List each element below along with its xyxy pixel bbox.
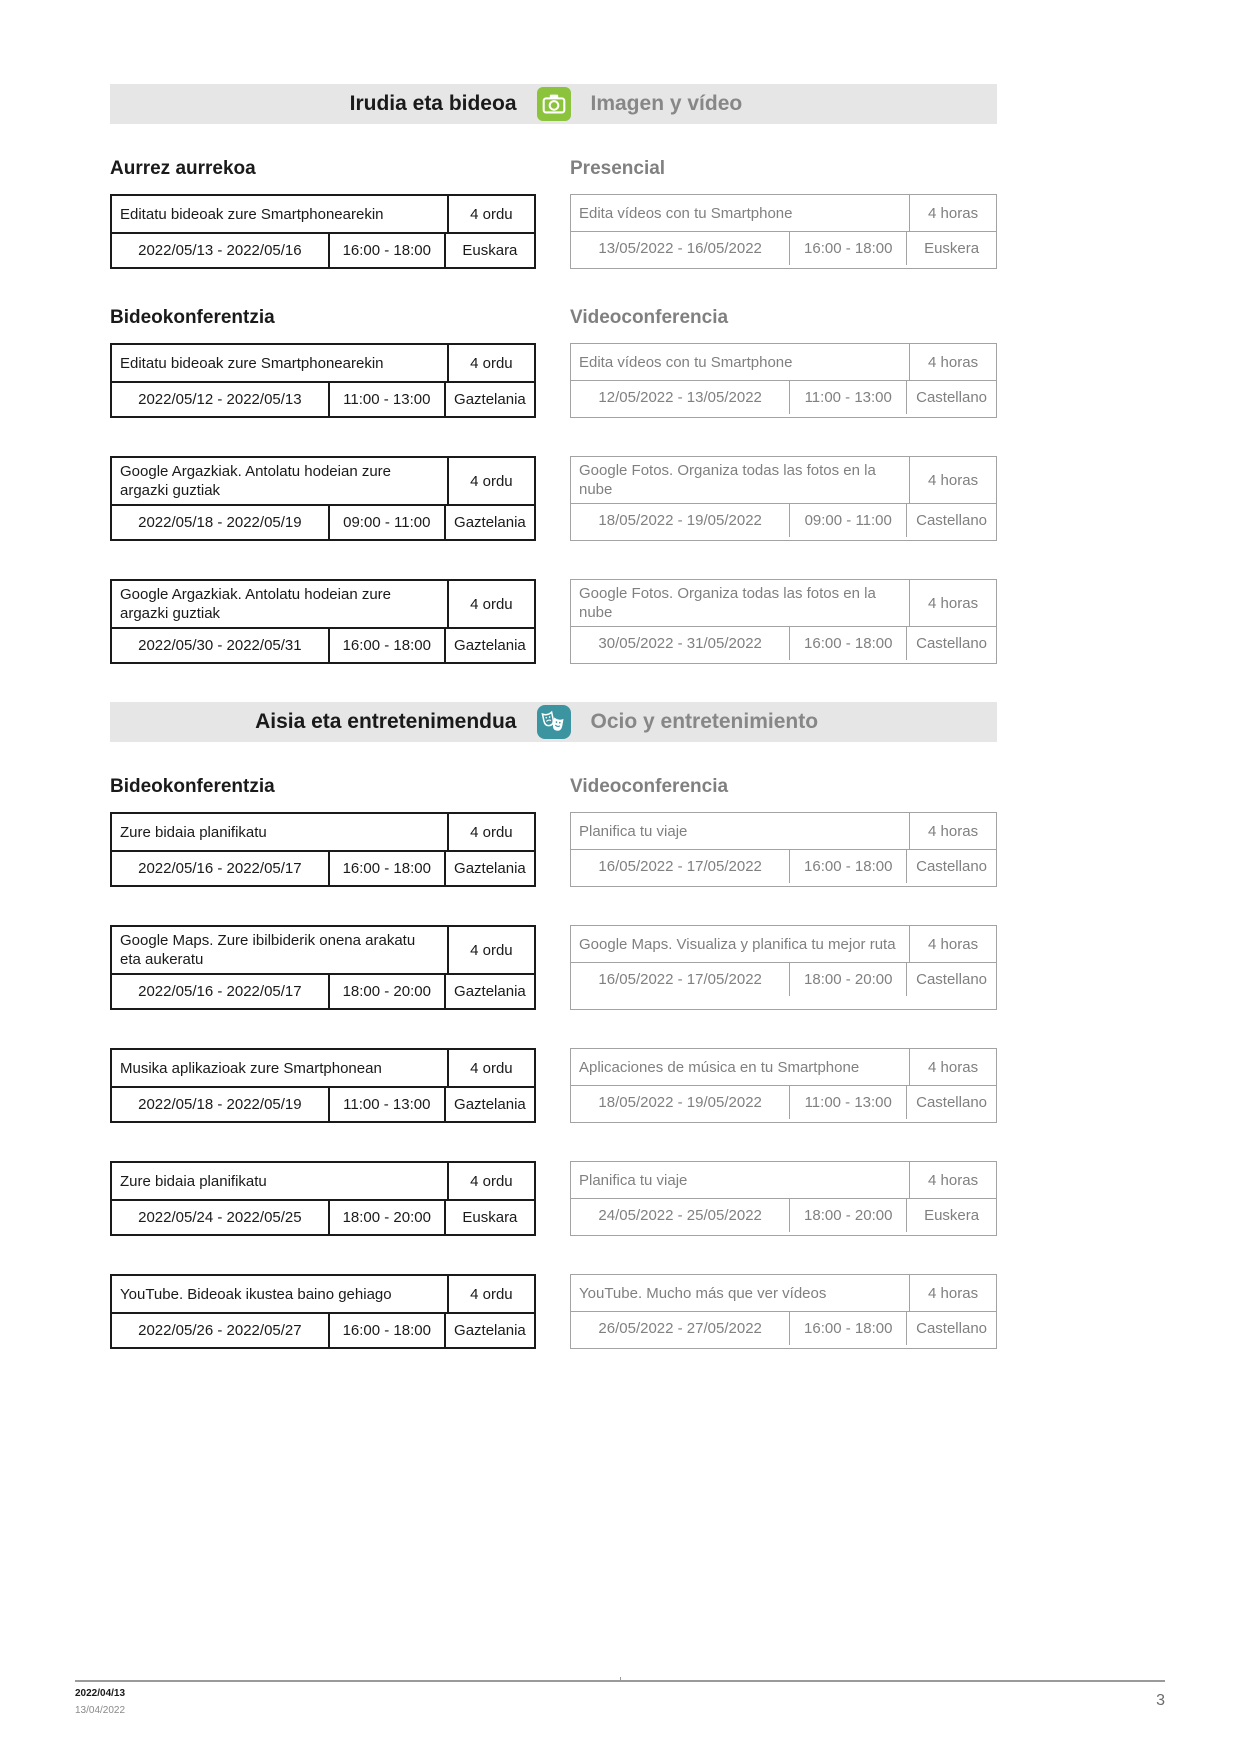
course-language: Castellano	[916, 389, 988, 406]
course-dates: 13/05/2022 - 16/05/2022	[571, 232, 790, 265]
course-duration: 4 horas	[928, 1171, 979, 1189]
course-table-es	[570, 579, 997, 664]
course-time: 16:00 - 18:00	[790, 232, 907, 265]
course-dates: 30/05/2022 - 31/05/2022	[571, 627, 790, 660]
group-heading-eu: Aurrez aurrekoa	[110, 158, 256, 179]
course-row	[110, 456, 997, 541]
course-title: YouTube. Bideoak ikustea baino gehiago	[112, 1276, 449, 1312]
footer-divider-tick	[620, 1677, 621, 1681]
course-duration: 4 ordu	[470, 472, 513, 490]
course-duration: 4 horas	[928, 594, 979, 612]
course-duration: 4 horas	[928, 1058, 979, 1076]
course-dates: 2022/05/26 - 2022/05/27	[112, 1314, 330, 1347]
course-table-es	[570, 194, 997, 269]
course-dates: 2022/05/18 - 2022/05/19	[112, 1088, 330, 1121]
course-duration: 4 ordu	[470, 595, 513, 613]
course-language: Gaztelania	[454, 637, 526, 654]
course-time: 16:00 - 18:00	[330, 629, 446, 662]
course-duration: 4 horas	[928, 204, 979, 222]
course-duration: 4 ordu	[470, 354, 513, 372]
footer-date-eu: 2022/04/13	[75, 1688, 126, 1699]
course-row	[110, 343, 997, 418]
course-dates: 2022/05/13 - 2022/05/16	[112, 234, 330, 267]
course-table-es	[570, 812, 997, 887]
course-table-eu	[110, 194, 536, 269]
page-content	[110, 84, 997, 1387]
course-table-es	[570, 456, 997, 541]
course-time: 11:00 - 13:00	[790, 381, 907, 414]
course-row	[110, 812, 997, 887]
course-language: Castellano	[916, 635, 988, 652]
course-time: 09:00 - 11:00	[790, 504, 907, 537]
course-language: Gaztelania	[454, 514, 526, 531]
footer-date-es: 13/04/2022	[75, 1705, 126, 1716]
course-time: 18:00 - 20:00	[790, 1199, 907, 1232]
course-duration: 4 horas	[928, 935, 979, 953]
course-table-es	[570, 343, 997, 418]
course-dates: 12/05/2022 - 13/05/2022	[571, 381, 790, 414]
course-dates: 2022/05/16 - 2022/05/17	[112, 852, 330, 885]
course-table-es	[570, 925, 997, 1010]
course-time: 09:00 - 11:00	[330, 506, 446, 539]
section-title-es: Ocio y entretenimiento	[590, 710, 819, 733]
course-language: Gaztelania	[454, 1322, 526, 1339]
section-banner-leisure	[110, 702, 997, 742]
course-time: 18:00 - 20:00	[330, 975, 446, 1008]
course-time: 11:00 - 13:00	[330, 383, 446, 416]
course-dates: 2022/05/16 - 2022/05/17	[112, 975, 330, 1008]
course-dates: 18/05/2022 - 19/05/2022	[571, 504, 790, 537]
course-row	[110, 579, 997, 664]
section-title-eu: Aisia eta entretenimendua	[255, 710, 517, 733]
group-heading-es: Videoconferencia	[570, 307, 729, 328]
course-table-eu	[110, 1274, 536, 1349]
group-heading-eu: Bideokonferentzia	[110, 307, 275, 328]
course-table-eu	[110, 1048, 536, 1123]
course-dates: 18/05/2022 - 19/05/2022	[571, 1086, 790, 1119]
course-table-eu	[110, 812, 536, 887]
group-heading-es: Videoconferencia	[570, 776, 729, 797]
group-videoconference	[110, 307, 997, 664]
course-dates: 16/05/2022 - 17/05/2022	[571, 963, 790, 996]
footer-divider	[75, 1680, 1165, 1682]
course-dates: 2022/05/24 - 2022/05/25	[112, 1201, 330, 1234]
course-table-eu	[110, 1161, 536, 1236]
course-language: Euskera	[924, 240, 980, 257]
course-duration: 4 ordu	[470, 205, 513, 223]
course-title: YouTube. Mucho más que ver vídeos	[571, 1275, 910, 1311]
course-dates: 24/05/2022 - 25/05/2022	[571, 1199, 790, 1232]
course-language: Castellano	[916, 858, 988, 875]
course-row	[110, 1274, 997, 1349]
course-title: Zure bidaia planifikatu	[112, 814, 449, 850]
course-language: Euskara	[462, 242, 518, 259]
course-dates: 2022/05/30 - 2022/05/31	[112, 629, 330, 662]
course-time: 11:00 - 13:00	[790, 1086, 907, 1119]
course-duration: 4 ordu	[470, 1172, 513, 1190]
section-title-es: Imagen y vídeo	[590, 92, 743, 115]
course-duration: 4 ordu	[470, 941, 513, 959]
course-language: Gaztelania	[454, 860, 526, 877]
footer-dates	[75, 1688, 125, 1716]
course-time: 16:00 - 18:00	[330, 852, 446, 885]
group-videoconference-leisure	[110, 776, 997, 1349]
course-title: Planifica tu viaje	[571, 813, 910, 849]
course-table-eu	[110, 456, 536, 541]
course-time: 18:00 - 20:00	[790, 963, 907, 996]
course-title: Google Maps. Visualiza y planifica tu mejor ruta	[571, 926, 910, 962]
course-duration: 4 ordu	[470, 1285, 513, 1303]
course-row	[110, 1048, 997, 1123]
page-number: 3	[1156, 1692, 1165, 1709]
course-duration: 4 horas	[928, 471, 979, 489]
course-title: Musika aplikazioak zure Smartphonean	[112, 1050, 449, 1086]
course-table-eu	[110, 925, 536, 1010]
course-title: Google Maps. Zure ibilbiderik onena arakatu eta aukeratu	[112, 927, 449, 973]
page-footer	[75, 1680, 1165, 1716]
camera-icon	[537, 87, 571, 121]
course-language: Gaztelania	[454, 1096, 526, 1113]
course-dates: 2022/05/18 - 2022/05/19	[112, 506, 330, 539]
course-title: Google Fotos. Organiza todas las fotos en la nube	[571, 580, 910, 626]
course-duration: 4 ordu	[470, 823, 513, 841]
course-duration: 4 horas	[928, 822, 979, 840]
section-banner-image-video	[110, 84, 997, 124]
section-title-eu: Irudia eta bideoa	[349, 92, 517, 115]
group-heading-es: Presencial	[570, 158, 666, 179]
course-language: Gaztelania	[454, 983, 526, 1000]
course-dates: 2022/05/12 - 2022/05/13	[112, 383, 330, 416]
course-title: Edita vídeos con tu Smartphone	[571, 195, 910, 231]
course-row	[110, 1161, 997, 1236]
course-title: Editatu bideoak zure Smartphonearekin	[112, 345, 449, 381]
course-time: 16:00 - 18:00	[330, 1314, 446, 1347]
course-title: Google Fotos. Organiza todas las fotos en la nube	[571, 457, 910, 503]
course-table-es	[570, 1048, 997, 1123]
course-duration: 4 horas	[928, 353, 979, 371]
group-headings	[110, 307, 997, 329]
course-time: 16:00 - 18:00	[330, 234, 446, 267]
course-time: 11:00 - 13:00	[330, 1088, 446, 1121]
course-row	[110, 925, 997, 1010]
course-language: Castellano	[916, 512, 988, 529]
course-language: Euskera	[924, 1207, 980, 1224]
course-duration: 4 horas	[928, 1284, 979, 1302]
group-headings	[110, 158, 997, 180]
course-language: Castellano	[916, 971, 988, 988]
course-time: 16:00 - 18:00	[790, 627, 907, 660]
course-time: 18:00 - 20:00	[330, 1201, 446, 1234]
course-language: Gaztelania	[454, 391, 526, 408]
group-heading-eu: Bideokonferentzia	[110, 776, 275, 797]
course-title: Zure bidaia planifikatu	[112, 1163, 449, 1199]
course-time: 16:00 - 18:00	[790, 850, 907, 883]
theater-masks-icon	[537, 705, 571, 739]
course-duration: 4 ordu	[470, 1059, 513, 1077]
group-headings	[110, 776, 997, 798]
course-table-es	[570, 1161, 997, 1236]
group-presential	[110, 158, 997, 269]
course-table-es	[570, 1274, 997, 1349]
course-dates: 26/05/2022 - 27/05/2022	[571, 1312, 790, 1345]
course-title: Planifica tu viaje	[571, 1162, 910, 1198]
course-title: Aplicaciones de música en tu Smartphone	[571, 1049, 910, 1085]
course-title: Editatu bideoak zure Smartphonearekin	[112, 196, 449, 232]
course-language: Castellano	[916, 1094, 988, 1111]
course-language: Castellano	[916, 1320, 988, 1337]
course-row	[110, 194, 997, 269]
course-table-eu	[110, 343, 536, 418]
course-title: Google Argazkiak. Antolatu hodeian zure argazki guztiak	[112, 458, 449, 504]
course-title: Google Argazkiak. Antolatu hodeian zure argazki guztiak	[112, 581, 449, 627]
course-dates: 16/05/2022 - 17/05/2022	[571, 850, 790, 883]
course-title: Edita vídeos con tu Smartphone	[571, 344, 910, 380]
course-table-eu	[110, 579, 536, 664]
course-time: 16:00 - 18:00	[790, 1312, 907, 1345]
course-language: Euskara	[462, 1209, 518, 1226]
